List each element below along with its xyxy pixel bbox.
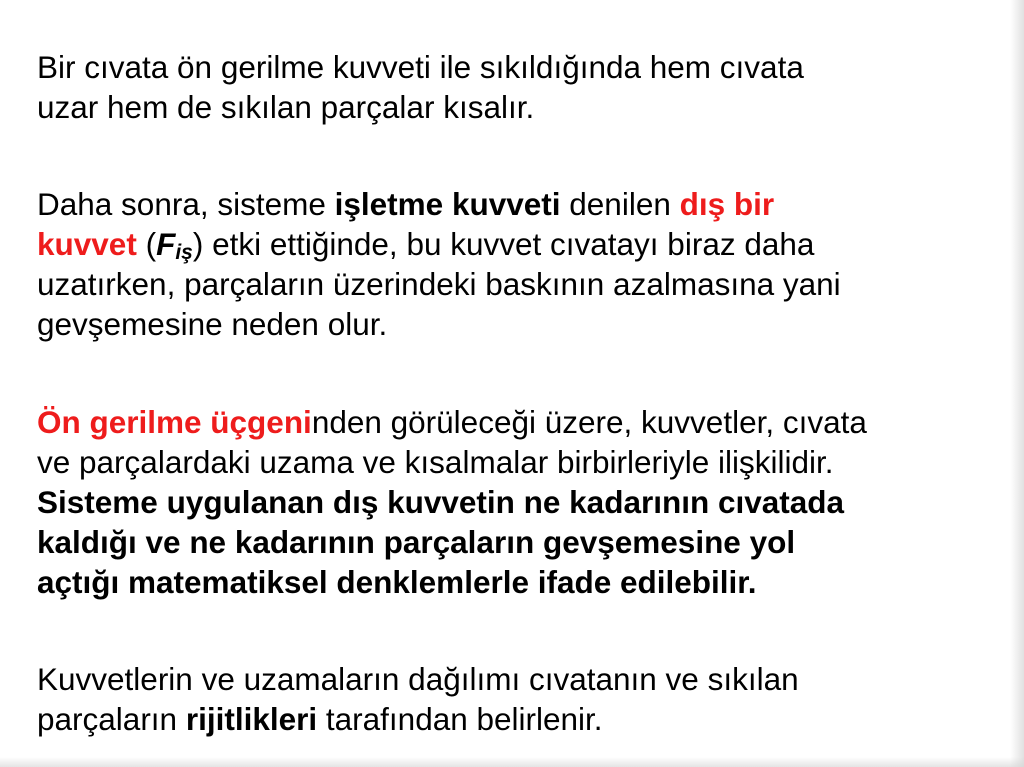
slide-edge-shadow (1010, 0, 1024, 767)
paragraph-pretension (37, 47, 1022, 127)
paragraph-line-bold: açtığı matematiksel denklemlerle ifade edilebilir. (37, 564, 757, 600)
term-external-force: dış bir (679, 186, 775, 222)
paragraph-line-bold: Sisteme uygulanan dış kuvvetin ne kadarının cıvatada (37, 484, 845, 520)
paragraph-line (37, 224, 1022, 264)
text-run: denilen (560, 186, 680, 222)
force-subscript: iş (175, 241, 193, 264)
paragraph-line: Bir cıvata ön gerilme kuvveti ile sıkıldığında hem cıvata (37, 49, 804, 85)
paragraph-line: uzar hem de sıkılan parçalar kısalır. (37, 89, 535, 125)
paragraph-pretension-triangle (37, 402, 1022, 602)
paragraph-line (37, 184, 1022, 224)
paragraph-stiffness (37, 659, 1022, 739)
slide-bottom-shadow (0, 757, 1024, 767)
force-symbol: F (156, 226, 176, 262)
paragraph-line: gevşemesine neden olur. (37, 306, 388, 342)
term-pretension-triangle: Ön gerilme üçgeni (37, 404, 312, 440)
term-operating-force: işletme kuvveti (334, 186, 561, 222)
text-run: Daha sonra, sisteme (37, 186, 335, 222)
paragraph-operating-force (37, 184, 1022, 344)
paragraph-line (37, 699, 1022, 739)
paragraph-line (37, 402, 1022, 442)
text-run: nden görüleceği üzere, kuvvetler, cıvata (311, 404, 867, 440)
term-external-force-cont: kuvvet (37, 226, 137, 262)
text-run: ) etki ettiğinde, bu kuvvet cıvatayı biraz daha (192, 226, 815, 262)
text-run: tarafından belirlenir. (317, 701, 603, 737)
text-run: parçaların (37, 701, 186, 737)
term-stiffness: rijitlikleri (185, 701, 318, 737)
paragraph-line: Kuvvetlerin ve uzamaların dağılımı cıvatanın ve sıkılan (37, 661, 799, 697)
text-run: ( (136, 226, 157, 262)
paragraph-line: uzatırken, parçaların üzerindeki baskının azalmasına yani (37, 266, 841, 302)
paragraph-line-bold: kaldığı ve ne kadarının parçaların gevşemesine yol (37, 524, 796, 560)
paragraph-line: ve parçalardaki uzama ve kısalmalar birbirleriyle ilişkilidir. (37, 444, 834, 480)
